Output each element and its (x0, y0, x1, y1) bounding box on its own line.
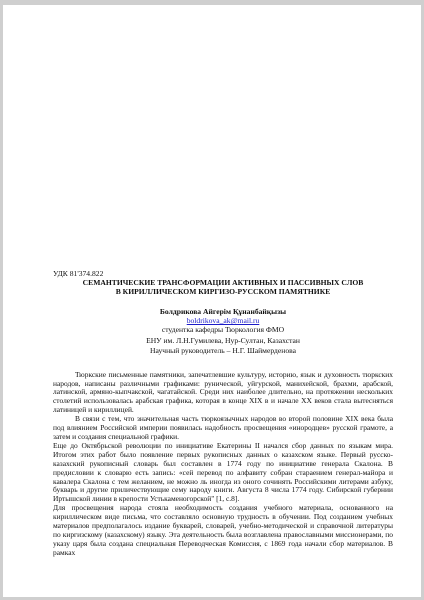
body-paragraph: В связи с тем, что значительная часть тюркоязычных народов во второй половине XIX века была под влиянием Российской империи появилась надобность просвещения «инородцев» русской грамоте, а затем и создания специальной графики. (53, 414, 393, 441)
document-page (3, 5, 421, 597)
article-title-line-2: В КИРИЛЛИЧЕСКОМ КИРГИЗО-РУССКОМ ПАМЯТНИКЕ (115, 287, 331, 296)
scientific-supervisor: Научный руководитель – Н.Г. Шаймерденова (149, 346, 296, 356)
affiliation-department: студентка кафедры Тюркология ФМО (161, 325, 285, 335)
article-title-line-1: СЕМАНТИЧЕСКИЕ ТРАНСФОРМАЦИИ АКТИВНЫХ И ПАССИВНЫХ СЛОВ (82, 278, 364, 287)
body-paragraph: Еще до Октябрьской революции по инициативе Екатерины II начался сбор данных по языкам мира. Итогом этих работ было появление первых рукописных данных о казахском языке. Первый русско-казахский рукописный словарь был составлен в 1774 году по инициативе генерала Скалона. В предисловии к словарю есть запись: «сей перевод по алфавиту собран стараением генерал-майора и кавалера Скалона с тем желанием, не можно ль иногда из оного сочинять Российскими литерами азбуку, букварь и другие приличествующие сему народу книги. Августа 8 числа 1774 году. Сибирской губернии Иртышской линии в крепости Устькаменогорской" [1, с.8]. (53, 440, 393, 504)
author-name: Болдрикова Айгерім Құнанбайқызы (159, 307, 287, 316)
article-content (53, 269, 393, 558)
author-block (53, 307, 393, 357)
body-paragraph: Для просвещения народа стояла необходимость создания учебного материала, основанного на кириллическом виде письма, что составляло основную трудность в обучении. Под созданием учебных материалов предполагалось издание букварей, словарей, учебно-методической и справочной литературы по киргизскому (казахскому) языку. Эта деятельность была возглавлена православными миссионерами, по указу царя была создана специальная Переводческая Комиссия, с 1869 года начали сбор материалов. В рамках (53, 503, 393, 557)
affiliation-university: ЕНУ им. Л.Н.Гумилева, Нур-Султан, Казахстан (146, 335, 300, 345)
udk-code: УДК 81'374.822 (53, 269, 104, 278)
body-paragraph: Тюркские письменные памятники, запечатлевшие культуру, историю, язык и духовность тюркских народов, написаны различными графиками: рунической, уйгурской, манихейской, брахми, арабской, латинской, армяно-кыпчакской, чагатайской. Среди них наиболее длительно, на протяжении нескольких столетий использовалась арабская графика, которая в конце XIX в и начале XX веков стала вытесняться латиницей и кириллицей. (53, 369, 393, 415)
article-body (53, 371, 393, 558)
author-email-link[interactable]: boldrikova_ak@mail.ru (186, 316, 260, 325)
